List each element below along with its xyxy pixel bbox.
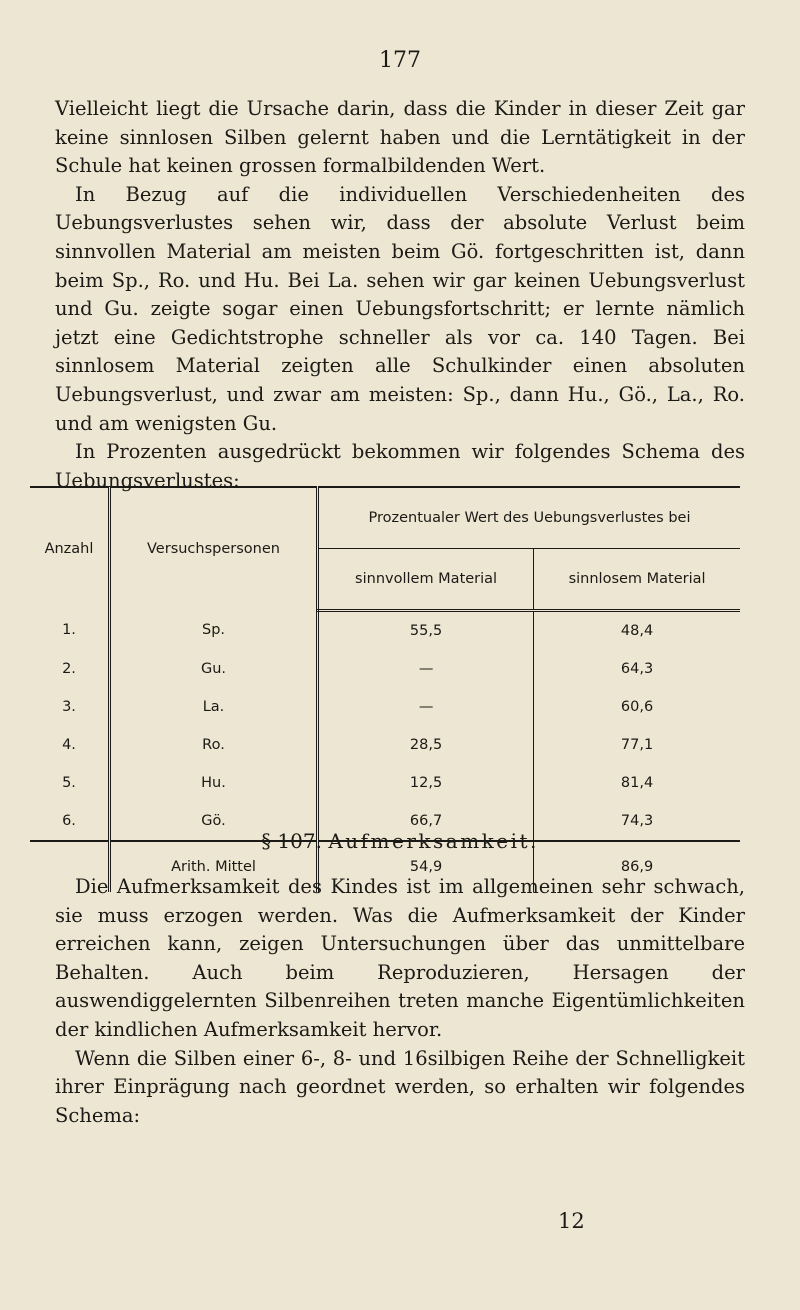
cell-sinnvoll: 12,5 bbox=[318, 764, 534, 802]
cell-anzahl: 6. bbox=[30, 802, 110, 841]
paragraph: Die Aufmerksamkeit des Kindes ist im allgemeinen sehr schwach, sie muss erzogen werden. Was die Aufmerksamkeit der Kinder erreichen kann, zeigen Untersuchungen über das unmittelbare Behalten. Auch beim Reproduzieren, Hersagen der auswendiggelernten Silbenreihen treten manche Eigentümlichkeiten der kindlichen Aufmerksamkeit hervor. bbox=[55, 875, 745, 1041]
cell-sinnlos: 74,3 bbox=[534, 802, 740, 841]
paragraph: In Bezug auf die individuellen Verschiedenheiten des Uebungsverlustes sehen wir, dass der absolute Verlust beim sinnvollen Material am meisten beim Gö. fortgeschritten ist, dann beim Sp., Ro. und Hu. Bei La. sehen wir gar keinen Uebungsverlust und Gu. zeigte sogar einen Uebungsfortschritt; er lernte nämlich jetzt eine Gedichtstrophe schneller als vor ca. 140 Tagen. Bei sinnlosem Material zeigten alle Schulkinder einen absoluten Uebungsverlust, und zwar am meisten: Sp., dann Hu., Gö., La., Ro. und am wenigsten Gu. bbox=[55, 182, 745, 435]
cell-sinnvoll: — bbox=[318, 688, 534, 726]
cell-anzahl: 3. bbox=[30, 688, 110, 726]
paragraph: Wenn die Silben einer 6-, 8- und 16silbigen Reihe der Schnelligkeit ihrer Einprägung nach geordnet werden, so erhalten wir folgendes Schema: bbox=[55, 1046, 745, 1127]
cell-vp: Gu. bbox=[110, 650, 318, 688]
page-number: 177 bbox=[379, 48, 421, 73]
paragraph: Vielleicht liegt die Ursache darin, dass die Kinder in dieser Zeit gar keine sinnlosen Silben gelernt haben und die Lerntätigkeit in der Schule hat keinen grossen formalbildenden Wert. bbox=[55, 97, 745, 178]
cell-sinnvoll: — bbox=[318, 650, 534, 688]
text-block-top bbox=[55, 95, 745, 495]
cell-sinnvoll: 28,5 bbox=[318, 726, 534, 764]
cell-sinnlos: 77,1 bbox=[620, 737, 654, 753]
header-sinnvoll: sinnvollem Material bbox=[318, 549, 534, 611]
text-block-bottom bbox=[55, 873, 745, 1130]
cell-sinnvoll: 55,5 bbox=[318, 611, 534, 651]
cell-sinnlos: 48,4 bbox=[620, 623, 654, 639]
cell-vp: La. bbox=[110, 688, 318, 726]
signature-mark: 12 bbox=[558, 1209, 585, 1233]
table-row bbox=[30, 688, 740, 726]
header-anzahl: Anzahl bbox=[30, 487, 110, 611]
table-row bbox=[30, 764, 740, 802]
mean-sinnlos: 86,9 bbox=[620, 859, 654, 875]
cell-vp: Hu. bbox=[110, 764, 318, 802]
cell-anzahl: 1. bbox=[30, 611, 110, 651]
cell-sinnlos: 81,4 bbox=[620, 775, 654, 791]
mean-label: Arith. Mittel bbox=[110, 841, 318, 892]
cell-vp: Gö. bbox=[110, 802, 318, 841]
cell-anzahl: 4. bbox=[30, 726, 110, 764]
cell-sinnlos: 64,3 bbox=[620, 661, 654, 677]
table-row bbox=[30, 650, 740, 688]
mean-sinnvoll: 54,9 bbox=[318, 841, 534, 892]
cell-vp: Sp. bbox=[110, 611, 318, 651]
table-row bbox=[30, 726, 740, 764]
table-row bbox=[30, 611, 740, 651]
paragraph: In Prozenten ausgedrückt bekommen wir folgendes Schema des Uebungsverlustes: bbox=[55, 440, 745, 492]
cell-anzahl: 5. bbox=[30, 764, 110, 802]
cell-vp: Ro. bbox=[110, 726, 318, 764]
header-prozent-group: Prozentualer Wert des Uebungsverlustes bei bbox=[318, 487, 741, 549]
section-title: Aufmerksamkeit. bbox=[328, 829, 539, 853]
cell-anzahl: 2. bbox=[30, 650, 110, 688]
header-versuchspersonen: Versuchspersonen bbox=[110, 487, 318, 611]
section-heading bbox=[0, 829, 800, 853]
cell-sinnvoll: 66,7 bbox=[318, 802, 534, 841]
cell-sinnlos: 60,6 bbox=[620, 699, 654, 715]
header-sinnlos: sinnlosem Material bbox=[534, 549, 740, 611]
section-number: § 107. bbox=[261, 829, 322, 853]
